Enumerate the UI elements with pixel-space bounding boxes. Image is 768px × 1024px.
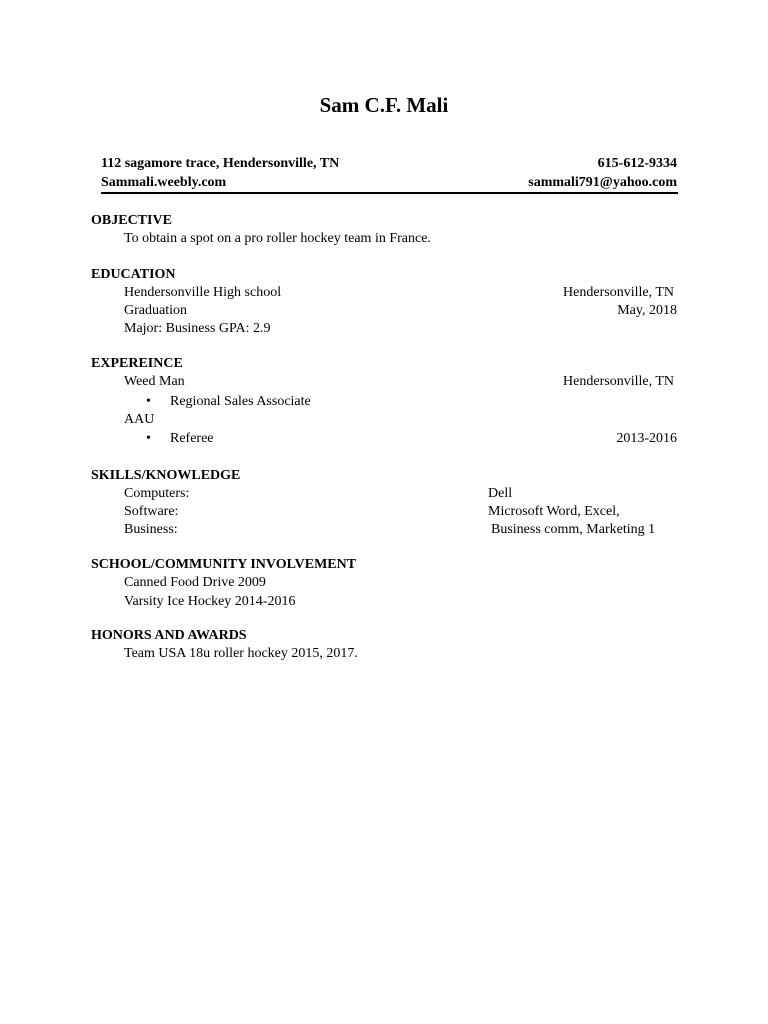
skill-value: Dell — [488, 486, 513, 501]
resume-name: Sam C.F. Mali — [319, 93, 449, 117]
job2-dates: 2013-2016 — [616, 431, 677, 446]
job2-org: AAU — [124, 412, 155, 427]
contact-email: sammali791@yahoo.com — [528, 175, 677, 190]
job2-role: Referee — [170, 431, 214, 446]
involvement-item: Canned Food Drive 2009 — [124, 575, 266, 590]
skill-label: Software: — [124, 504, 179, 519]
objective-text: To obtain a spot on a pro roller hockey team in France. — [124, 231, 431, 246]
skill-label: Business: — [124, 522, 178, 537]
contact-website: Sammali.weebly.com — [101, 175, 227, 190]
job2-bullet-icon: • — [146, 431, 151, 446]
involvement-item: Varsity Ice Hockey 2014-2016 — [124, 594, 296, 609]
skill-value: Business comm, Marketing 1 — [491, 522, 656, 537]
job1-bullet-icon: • — [146, 394, 151, 409]
education-major: Major: Business GPA: 2.9 — [124, 321, 271, 336]
education-graduation-date: May, 2018 — [617, 303, 677, 318]
skills-heading: SKILLS/KNOWLEDGE — [91, 468, 241, 483]
contact-address: 112 sagamore trace, Hendersonville, TN — [101, 156, 340, 171]
education-location: Hendersonville, TN — [563, 285, 674, 300]
education-heading: EDUCATION — [91, 267, 176, 282]
job1-location: Hendersonville, TN — [563, 374, 674, 389]
objective-heading: OBJECTIVE — [91, 213, 172, 228]
job1-org: Weed Man — [124, 374, 185, 389]
education-school: Hendersonville High school — [124, 285, 282, 300]
experience-heading: EXPEREINCE — [91, 356, 183, 371]
skill-value: Microsoft Word, Excel, — [488, 504, 620, 519]
header-divider — [101, 192, 678, 194]
education-graduation-label: Graduation — [124, 303, 187, 318]
job1-role: Regional Sales Associate — [170, 394, 311, 409]
skill-label: Computers: — [124, 486, 190, 501]
honors-heading: HONORS AND AWARDS — [91, 628, 247, 643]
honors-item: Team USA 18u roller hockey 2015, 2017. — [124, 646, 358, 661]
contact-phone: 615-612-9334 — [597, 156, 677, 171]
involvement-heading: SCHOOL/COMMUNITY INVOLVEMENT — [91, 557, 357, 572]
